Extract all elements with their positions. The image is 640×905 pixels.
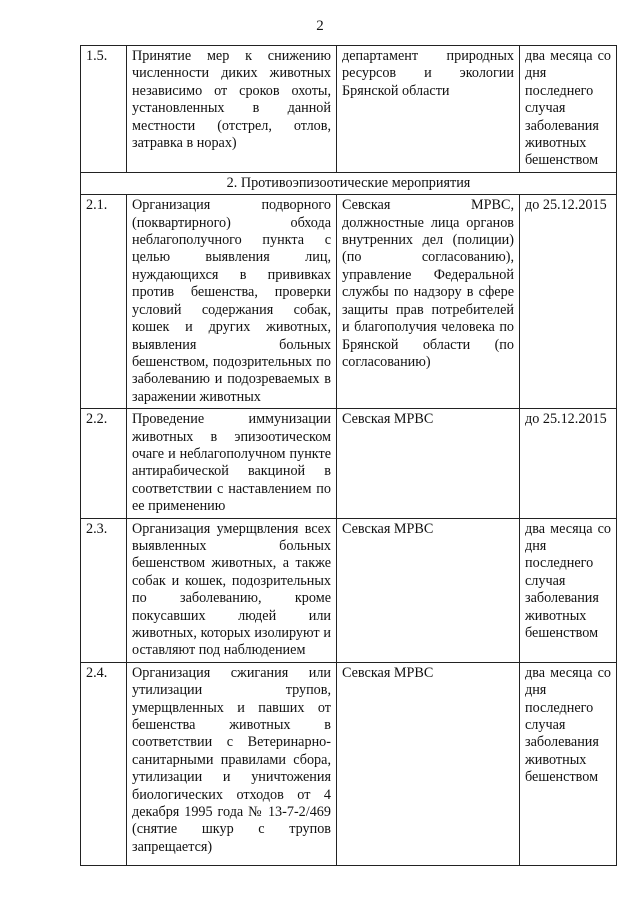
table-row	[81, 662, 617, 865]
term-text: до 25.12.2015	[520, 409, 617, 518]
table-row	[81, 518, 617, 662]
section-row	[81, 172, 617, 194]
measures-table	[80, 45, 617, 866]
row-number: 1.5.	[81, 46, 127, 173]
table-row	[81, 409, 617, 518]
action-text: Проведение иммунизации животных в эпизоотическом очаге и неблагополучном пункте антирабической вакциной в соответствии с наставлением по ее применению	[127, 409, 337, 518]
action-text: Принятие мер к снижению численности диких животных независимо от сроков охоты, установленных в данной местности (отстрел, отлов, затравка в норах)	[127, 46, 337, 173]
table-row	[81, 46, 617, 173]
term-text: два месяца со дня последнего случая заболевания животных бешенством	[520, 518, 617, 662]
term-text: до 25.12.2015	[520, 195, 617, 409]
executor-text: Севская МРВС	[337, 409, 520, 518]
executor-text: Севская МРВС	[337, 662, 520, 865]
action-text: Организация сжигания или утилизации трупов, умерщвленных и павших от бешенства животных в соответствии с Ветеринарно-санитарными правилами сбора, утилизации и уничтожения биологических отходов от 4 декабря 1995 года № 13-7-2/469 (снятие шкур с трупов запрещается)	[127, 662, 337, 865]
table-row	[81, 195, 617, 409]
section-title: 2. Противоэпизоотические мероприятия	[81, 172, 617, 194]
page-number: 2	[316, 18, 324, 34]
row-number: 2.4.	[81, 662, 127, 865]
action-text: Организация подворного (поквартирного) обхода неблагополучного пункта с целью выявления лиц, нуждающихся в прививках против бешенства, проверки условий содержания собак, кошек и других животных, выявления больных бешенством, подозрительных по заболеванию и подозреваемых в заражении животных	[127, 195, 337, 409]
row-number: 2.2.	[81, 409, 127, 518]
term-text: два месяца со дня последнего случая заболевания животных бешенством	[520, 46, 617, 173]
executor-text: Севская МРВС, должностные лица органов внутренних дел (полиции) (по согласованию), управление Федеральной службы по надзору в сфере защиты прав потребителей и благополучия человека по Брянской области (по согласованию)	[337, 195, 520, 409]
term-text: два месяца со дня последнего случая заболевания животных бешенством	[520, 662, 617, 865]
row-number: 2.3.	[81, 518, 127, 662]
executor-text: Севская МРВС	[337, 518, 520, 662]
action-text: Организация умерщвления всех выявленных больных бешенством животных, а также собак и кошек, подозрительных по заболеванию, кроме покусавших людей или животных, которых изолируют и оставляют под наблюдением	[127, 518, 337, 662]
row-number: 2.1.	[81, 195, 127, 409]
executor-text: департамент природных ресурсов и экологии Брянской области	[337, 46, 520, 173]
